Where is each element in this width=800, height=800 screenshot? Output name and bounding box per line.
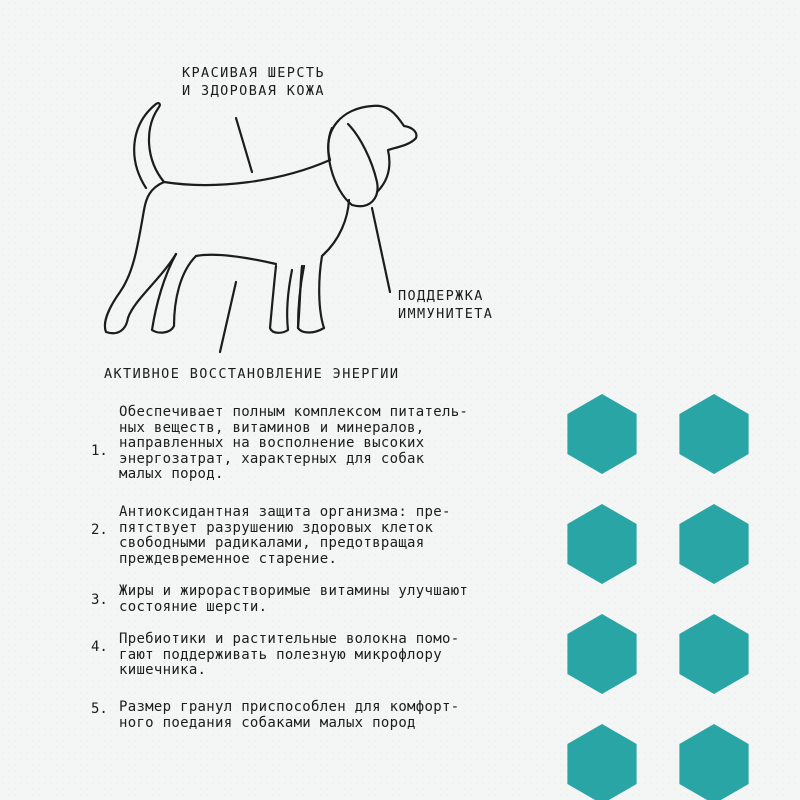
label-energy: АКТИВНОЕ ВОССТАНОВЛЕНИЕ ЭНЕРГИИ [104, 366, 400, 382]
label-healthy-fur-line2: И ЗДОРОВАЯ КОЖА [182, 83, 325, 99]
label-immunity-line1: ПОДДЕРЖКА [398, 288, 484, 304]
list-item [82, 632, 542, 700]
list-item [82, 700, 542, 740]
hexagon-icon [567, 504, 636, 584]
label-immunity [398, 287, 493, 323]
benefit-number: 4. [91, 639, 108, 655]
benefit-text: Размер гранул приспособлен для комфорт- ного поедания собаками малых пород [119, 699, 460, 731]
hexagon-icon [679, 724, 748, 800]
benefit-text: Пребиотики и растительные волокна помо- гают поддерживать полезную микрофлору кишечника. [119, 631, 460, 679]
hexagon-icon [679, 614, 748, 694]
benefit-text: Обеспечивает полным комплексом питатель- ных веществ, витаминов и минералов, направленных на восполнение высоких энергозатрат, характерных для собак малых пород. [119, 404, 469, 483]
benefit-number: 3. [91, 592, 108, 608]
hexagon-icon [567, 724, 636, 800]
benefit-text: Жиры и жирорастворимые витамины улучшают состояние шерсти. [119, 583, 469, 615]
benefits-list [82, 405, 542, 740]
benefit-text: Антиоксидантная защита организма: пре- пятствует разрушению здоровых клеток свободными радикалами, предотвращая преждевременное старение. [119, 504, 451, 567]
hexagon-icon [567, 394, 636, 474]
benefit-number: 1. [91, 443, 108, 459]
benefit-number: 2. [91, 522, 108, 538]
label-healthy-fur-line1: КРАСИВАЯ ШЕРСТЬ [182, 65, 325, 81]
list-item [82, 584, 542, 632]
list-item [82, 505, 542, 584]
benefit-number: 5. [91, 701, 108, 717]
list-item [82, 405, 542, 505]
hexagon-icon [679, 504, 748, 584]
hexagon-icon [679, 394, 748, 474]
hexagon-icon [567, 614, 636, 694]
label-immunity-line2: ИММУНИТЕТА [398, 306, 494, 322]
label-healthy-fur [182, 64, 325, 100]
hexagon-grid [560, 390, 800, 800]
